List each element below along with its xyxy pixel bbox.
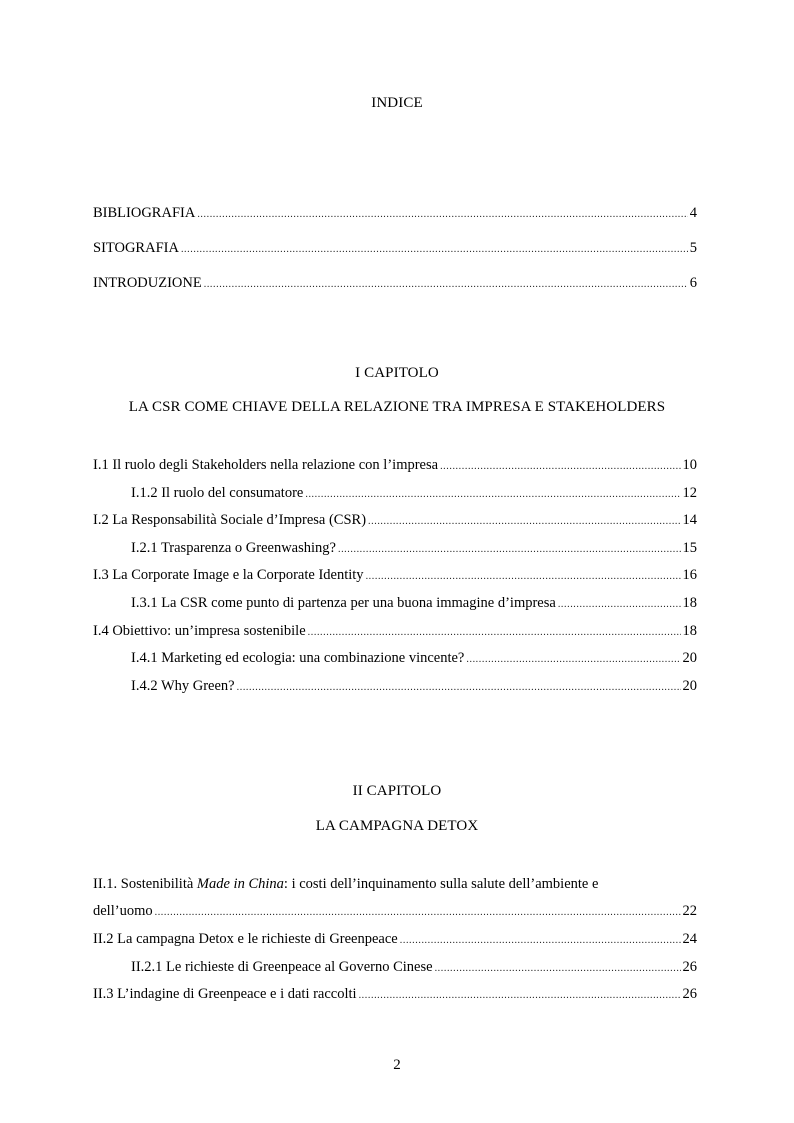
toc-entry-page: 6 (689, 275, 697, 291)
toc-entry-suffix: : i costi dell’inquinamento sulla salute dell’ambiente e (283, 876, 599, 892)
dot-leader (155, 903, 681, 923)
dot-leader (308, 623, 681, 643)
toc-entry-1-4-2[interactable] (131, 676, 697, 696)
dot-leader (440, 457, 680, 477)
index-heading: INDICE (371, 95, 423, 111)
toc-entry-label: I.4.2 Why Green? (131, 678, 235, 694)
toc-entry-2-1-line1[interactable] (93, 874, 598, 894)
dot-leader (237, 678, 681, 698)
toc-entry-label: I.3 La Corporate Image e la Corporate Identity (93, 567, 364, 583)
toc-entry-1-1[interactable] (93, 455, 697, 475)
chapter2-title: LA CAMPAGNA DETOX (315, 818, 479, 834)
toc-entry-page: 16 (682, 567, 697, 583)
toc-entry-label: BIBLIOGRAFIA (93, 205, 196, 221)
dot-leader (558, 595, 681, 615)
dot-leader (338, 540, 681, 560)
toc-entry-introduzione[interactable] (93, 273, 697, 293)
toc-entry-page: 22 (682, 903, 697, 919)
toc-entry-1-1-2[interactable] (131, 483, 697, 503)
toc-entry-2-2[interactable] (93, 929, 697, 949)
dot-leader (204, 275, 688, 295)
toc-entry-page: 20 (682, 678, 697, 694)
toc-entry-prefix: II.1. Sostenibilità (93, 876, 197, 892)
toc-entry-1-4-1[interactable] (131, 648, 697, 668)
toc-entry-1-3[interactable] (93, 565, 697, 585)
toc-entry-sitografia[interactable] (93, 238, 697, 258)
toc-entry-page: 18 (682, 595, 697, 611)
dot-leader (305, 485, 680, 505)
toc-entry-label: I.4.1 Marketing ed ecologia: una combinazione vincente? (131, 650, 465, 666)
toc-entry-label: I.1.2 Il ruolo del consumatore (131, 485, 304, 501)
chapter1-number: I CAPITOLO (355, 365, 439, 381)
toc-entry-bibliografia[interactable] (93, 203, 697, 223)
toc-entry-page: 18 (682, 623, 697, 639)
toc-entry-page: 12 (682, 485, 697, 501)
toc-entry-label: INTRODUZIONE (93, 275, 202, 291)
toc-entry-page: 26 (682, 959, 697, 975)
toc-entry-label: I.3.1 La CSR come punto di partenza per una buona immagine d’impresa (131, 595, 556, 611)
toc-entry-page: 26 (682, 986, 697, 1002)
toc-entry-label: SITOGRAFIA (93, 240, 179, 256)
toc-entry-label: I.1 Il ruolo degli Stakeholders nella relazione con l’impresa (93, 457, 439, 473)
toc-entry-2-1-line2[interactable] (93, 901, 697, 921)
toc-entry-label: I.2.1 Trasparenza o Greenwashing? (131, 540, 336, 556)
toc-entry-label: II.2.1 Le richieste di Greenpeace al Governo Cinese (131, 959, 433, 975)
toc-entry-2-2-1[interactable] (131, 957, 697, 977)
dot-leader (466, 650, 680, 670)
toc-entry-italic: Made in China (196, 876, 284, 892)
toc-entry-page: 5 (689, 240, 697, 256)
chapter1-title: LA CSR COME CHIAVE DELLA RELAZIONE TRA IMPRESA E STAKEHOLDERS (128, 399, 666, 415)
toc-entry-page: 10 (682, 457, 697, 473)
toc-entry-1-4[interactable] (93, 621, 697, 641)
toc-entry-page: 15 (682, 540, 697, 556)
toc-entry-label: II.2 La campagna Detox e le richieste di Greenpeace (93, 931, 398, 947)
toc-entry-2-3[interactable] (93, 984, 697, 1004)
dot-leader (366, 567, 681, 587)
toc-entry-1-2[interactable] (93, 510, 697, 530)
toc-entry-page: 24 (682, 931, 697, 947)
page-number: 2 (393, 1057, 401, 1073)
dot-leader (435, 959, 681, 979)
toc-entry-label: dell’uomo (93, 903, 153, 919)
dot-leader (400, 931, 681, 951)
dot-leader (359, 986, 681, 1006)
dot-leader (181, 240, 688, 260)
toc-entry-1-2-1[interactable] (131, 538, 697, 558)
toc-entry-1-3-1[interactable] (131, 593, 697, 613)
dot-leader (368, 512, 680, 532)
toc-entry-page: 14 (682, 512, 697, 528)
toc-entry-page: 20 (682, 650, 697, 666)
toc-entry-page: 4 (689, 205, 697, 221)
toc-entry-label: I.4 Obiettivo: un’impresa sostenibile (93, 623, 306, 639)
toc-entry-label: II.3 L’indagine di Greenpeace e i dati raccolti (93, 986, 357, 1002)
chapter2-number: II CAPITOLO (352, 783, 442, 799)
toc-entry-label: I.2 La Responsabilità Sociale d’Impresa (CSR) (93, 512, 367, 528)
dot-leader (197, 205, 687, 225)
